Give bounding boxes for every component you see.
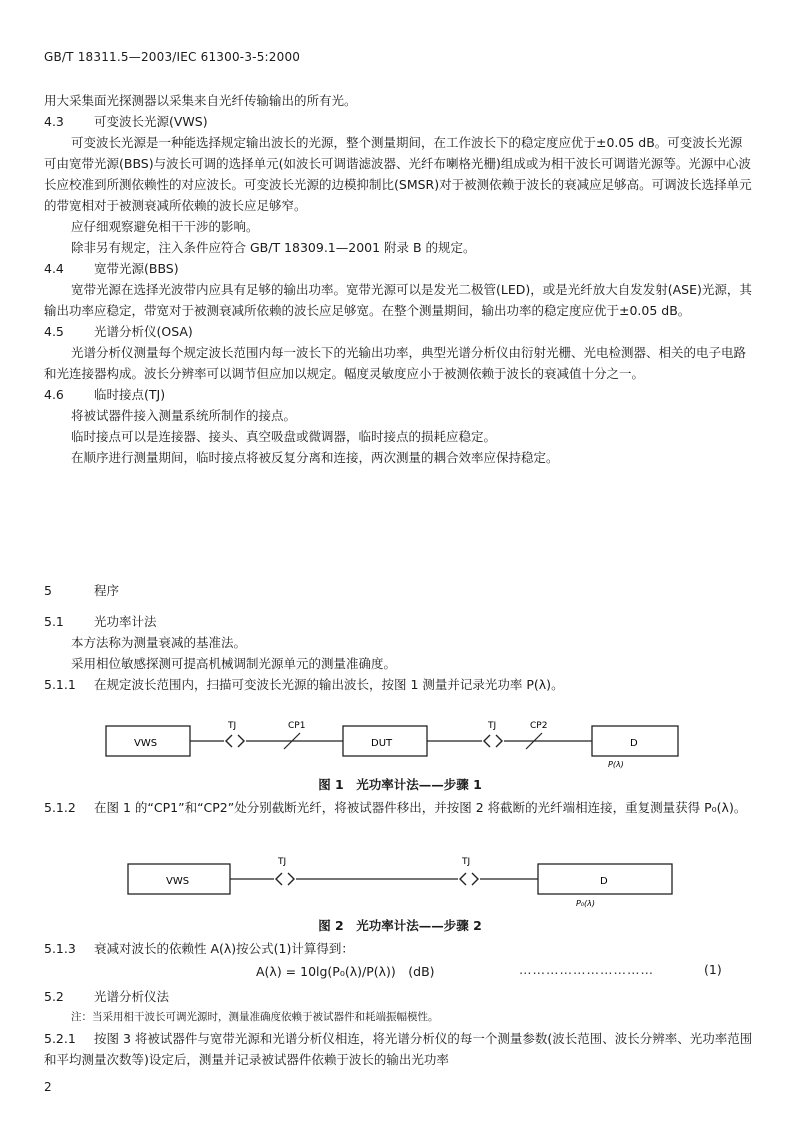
paragraph: 除非另有规定，注入条件应符合 GB/T 18309.1—2001 附录 B 的规定。 [71,240,476,255]
paragraph: 宽带光源在选择光波带内应具有足够的输出功率。宽带光源可以是发光二极管(LED)，或是光纤放大自发发射(ASE)光源，其输出功率应稳定，带宽对于被测衰减所依赖的波长应足够宽。在整个测量期间，输出功率的稳定度应优于±0.05 dB。 [44,282,752,318]
figure-2-diagram [44,852,744,910]
section-title: 光功率计法 [94,614,157,629]
section-title: 程序 [94,583,120,598]
vws-label: VWS [166,876,190,887]
section-text: 按图 3 将被试器件与宽带光源和光谱分析仪相连，将光谱分析仪的每一个测量参数(波长范围、波长分辨率、光功率范围和平均测量次数等)设定后，测量并记录被试器件依赖于波长的输出光功率 [44,1031,753,1067]
cp2-label: CP2 [530,721,548,731]
paragraph: 用大采集面光探测器以采集来自光纤传输输出的所有光。 [44,93,357,108]
tj2-connector-icon [460,873,478,885]
paragraph: 采用相位敏感探测可提高机械调制光源单元的测量准确度。 [71,656,397,671]
power-label: P(λ) [608,760,624,769]
vws-label: VWS [134,738,158,749]
section-heading-5-2 [44,986,754,1007]
section-heading-4-4 [44,258,754,279]
section-heading-5-1-3 [44,938,754,959]
section-heading-4-5 [44,321,754,342]
section-heading-5-1-2 [44,797,754,818]
section-number: 5.1.1 [44,677,76,692]
tj2-label: TJ [462,857,471,867]
text-block-section-4 [44,90,754,468]
text-block-5-1-2 [44,797,754,818]
section-title: 光谱分析仪(OSA) [94,324,193,339]
dut-label: DUT [371,738,393,749]
equation-formula: A(λ) = 10lg(P₀(λ)/P(λ)) (dB) [256,964,435,979]
section-number: 5.1 [44,614,64,629]
paragraph: 可变波长光源是一种能选择规定输出波长的光源，整个测量期间，在工作波长下的稳定度应优于±0.05 dB。可变波长光源可由宽带光源(BBS)与波长可调的选择单元(如波长可调谐滤波器、光纤布喇格光栅)组成或为相干波长可调谐光源等。光源中心波长应校准到所测依赖性的对应波长。可变波长光源的边模抑制比(SMSR)对于被测依赖于波长的衰减应足够高。可调波长选择单元的带宽相对于被测衰减所依赖的波长应足够窄。 [44,135,752,213]
text-block-5-1-3 [44,938,754,959]
detector-label: D [600,876,608,887]
section-heading-5-1-1 [44,674,754,695]
section-title: 宽带光源(BBS) [94,261,179,276]
tj1-label: TJ [228,721,237,731]
section-number: 5.2 [44,989,64,1004]
page-number: 2 [44,1080,52,1094]
section-heading-5 [44,580,754,601]
figure-1-diagram [44,712,744,772]
tj1-connector-icon [276,873,294,885]
section-heading-4-3 [44,111,754,132]
tj2-label: TJ [488,721,497,731]
section-number: 4.5 [44,324,64,339]
tj1-connector-icon [226,735,244,747]
paragraph: 本方法称为测量衰减的基准法。 [71,635,247,650]
note: 注：当采用相干波长可调光源时，测量准确度依赖于被试器件和耗端振幅模性。 [71,1011,439,1023]
paragraph: 光谱分析仪测量每个规定波长范围内每一波长下的光输出功率，典型光谱分析仪由衍射光栅、光电检测器、相关的电子电路和光连接器构成。波长分辨率可以调节但应加以规定。幅度灵敏度应小于被测依赖于波长的衰减值十分之一。 [44,345,747,381]
equation-number: (1) [704,962,722,977]
paragraph: 应仔细观察避免相干干涉的影响。 [71,219,259,234]
tj2-connector-icon [484,735,502,747]
paragraph: 临时接点可以是连接器、接头、真空吸盘或微调器，临时接点的损耗应稳定。 [71,429,497,444]
section-number: 5.1.2 [44,800,76,815]
section-heading-4-6 [44,384,754,405]
paragraph: 在顺序进行测量期间，临时接点将被反复分离和连接，两次测量的耦合效率应保持稳定。 [71,450,559,465]
section-text: 在规定波长范围内，扫描可变波长光源的输出波长，按图 1 测量并记录光功率 P(λ)。 [94,677,564,692]
section-text: 衰减对波长的依赖性 A(λ)按公式(1)计算得到： [94,941,354,956]
section-title: 可变波长光源(VWS) [94,114,208,129]
section-title: 临时接点(TJ) [94,387,166,402]
power-label: P₀(λ) [576,899,596,908]
tj1-label: TJ [278,857,287,867]
standard-header: GB/T 18311.5—2003/IEC 61300-3-5:2000 [44,50,301,64]
equation-leader: ………………………… [519,962,654,977]
section-number: 4.3 [44,114,64,129]
section-text: 在图 1 的“CP1”和“CP2”处分别截断光纤，将被试器件移出，并按图 2 将截断的光纤端相连接，重复测量获得 P₀(λ)。 [94,800,747,815]
section-number: 4.6 [44,387,64,402]
figure-2-caption: 图 2 光功率计法——步骤 2 [318,918,482,933]
section-heading-5-1 [44,611,754,632]
section-title: 光谱分析仪法 [94,989,170,1004]
figure-1-caption: 图 1 光功率计法——步骤 1 [318,777,482,792]
section-number: 5 [44,583,52,598]
section-number: 5.1.3 [44,941,76,956]
text-block-section-5 [44,580,754,695]
text-block-5-2 [44,986,754,1070]
paragraph: 将被试器件接入测量系统所制作的接点。 [71,408,297,423]
section-number: 4.4 [44,261,64,276]
section-heading-5-2-1 [44,1028,754,1070]
detector-label: D [630,738,638,749]
cp1-label: CP1 [288,721,306,731]
section-number: 5.2.1 [44,1031,76,1046]
